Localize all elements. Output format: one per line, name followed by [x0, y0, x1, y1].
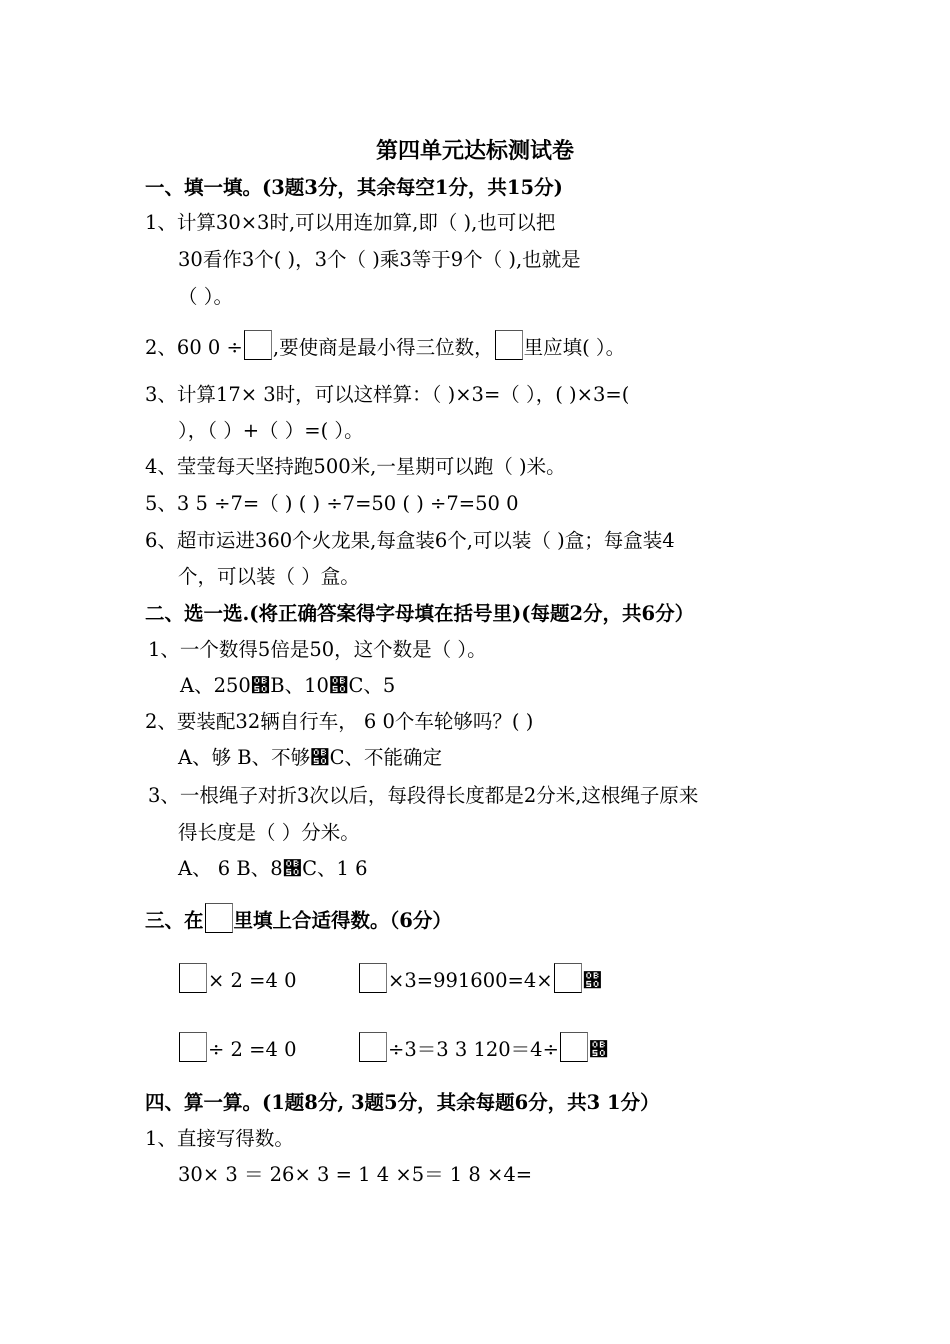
s3-row2-expr-b: ÷3＝3 3 120＝4÷	[388, 1038, 559, 1061]
s3-row1-expr-a: × 2 =4 0	[208, 969, 297, 992]
blank-box[interactable]	[179, 963, 207, 993]
s3-heading-part-a: 三、在	[145, 909, 204, 932]
s3-row2-left	[178, 1032, 297, 1063]
section1-heading: 一、填一填。(3题3分，其余每空1分，共15分)	[145, 176, 563, 199]
s3-row2-expr-a: ÷ 2 =4 0	[208, 1038, 297, 1061]
s4-q1-items: 30× 3 ＝ 26× 3 = 1 4 ×5＝ 1 8 ×4=	[178, 1163, 533, 1186]
s3-row1-end: ୐	[582, 969, 603, 992]
blank-box[interactable]	[179, 1032, 207, 1062]
s1-q6-line2: 个，可以装（ ）盒。	[178, 565, 360, 588]
s2-q2: 2、要装配32辆自行车， 6 0个车轮够吗？( )	[145, 710, 534, 733]
s1-q2-part-b: ,要使商是最小得三位数，	[272, 336, 494, 359]
s3-row1-right	[358, 963, 602, 994]
blank-box[interactable]	[560, 1032, 588, 1062]
page-title: 第四单元达标测试卷	[375, 138, 574, 164]
s1-q1-line1: 1、计算30×3时,可以用连加算,即（ ),也可以把	[145, 211, 556, 234]
section2-heading: 二、选一选.(将正确答案得字母填在括号里)(每题2分，共6分）	[145, 602, 695, 625]
blank-box[interactable]	[244, 330, 272, 360]
section3-heading	[145, 903, 452, 934]
s1-q1-line2: 30看作3个( )，3个（ )乘3等于9个（ ),也就是	[178, 248, 581, 271]
s1-q6-line1: 6、超市运进360个火龙果,每盒装6个,可以装（ )盒；每盒装4	[145, 529, 675, 552]
s1-q5: 5、3 5 ÷7=（ ) ( ) ÷7=50 ( ) ÷7=50 0	[145, 492, 519, 515]
s1-q3-line2: ），（ ）+（ ）=( ）。	[178, 419, 364, 442]
blank-box	[205, 903, 233, 933]
s2-q3-line1: 3、一根绳子对折3次以后，每段得长度都是2分米,这根绳子原来	[148, 784, 699, 807]
s1-q1-line3: （ ）。	[178, 285, 233, 308]
s2-q1-options: A、250୐B、10୐C、5	[180, 674, 396, 697]
s3-row1-expr-b: ×3=991600=4×	[388, 969, 553, 992]
s2-q3-line2: 得长度是（ ）分米。	[178, 821, 360, 844]
s3-row1-left	[178, 963, 297, 994]
s2-q2-options: A、够 B、不够୐C、不能确定	[178, 746, 443, 769]
s1-q4: 4、莹莹每天坚持跑500米,一星期可以跑（ )米。	[145, 455, 566, 478]
s3-row2-right	[358, 1032, 608, 1063]
s1-q2	[145, 330, 625, 361]
blank-box[interactable]	[359, 1032, 387, 1062]
s2-q1: 1、一个数得5倍是50，这个数是（ ）。	[148, 638, 487, 661]
blank-box[interactable]	[495, 330, 523, 360]
s2-q3-options: A、 6 B、8୐C、1 6	[178, 857, 368, 880]
s4-q1: 1、直接写得数。	[145, 1127, 294, 1150]
s1-q2-part-a: 2、60 0 ÷	[145, 336, 243, 359]
blank-box[interactable]	[554, 963, 582, 993]
s1-q3-line1: 3、计算17× 3时，可以这样算：（ )×3=（ ），( )×3=(	[145, 383, 630, 406]
s3-row2-end: ୐	[588, 1038, 609, 1061]
blank-box[interactable]	[359, 963, 387, 993]
s1-q2-part-c: 里应填( ）。	[523, 336, 626, 359]
section4-heading: 四、算一算。(1题8分, 3题5分，其余每题6分，共3 1分）	[145, 1091, 660, 1114]
s3-heading-part-b: 里填上合适得数。（6分）	[233, 909, 452, 932]
